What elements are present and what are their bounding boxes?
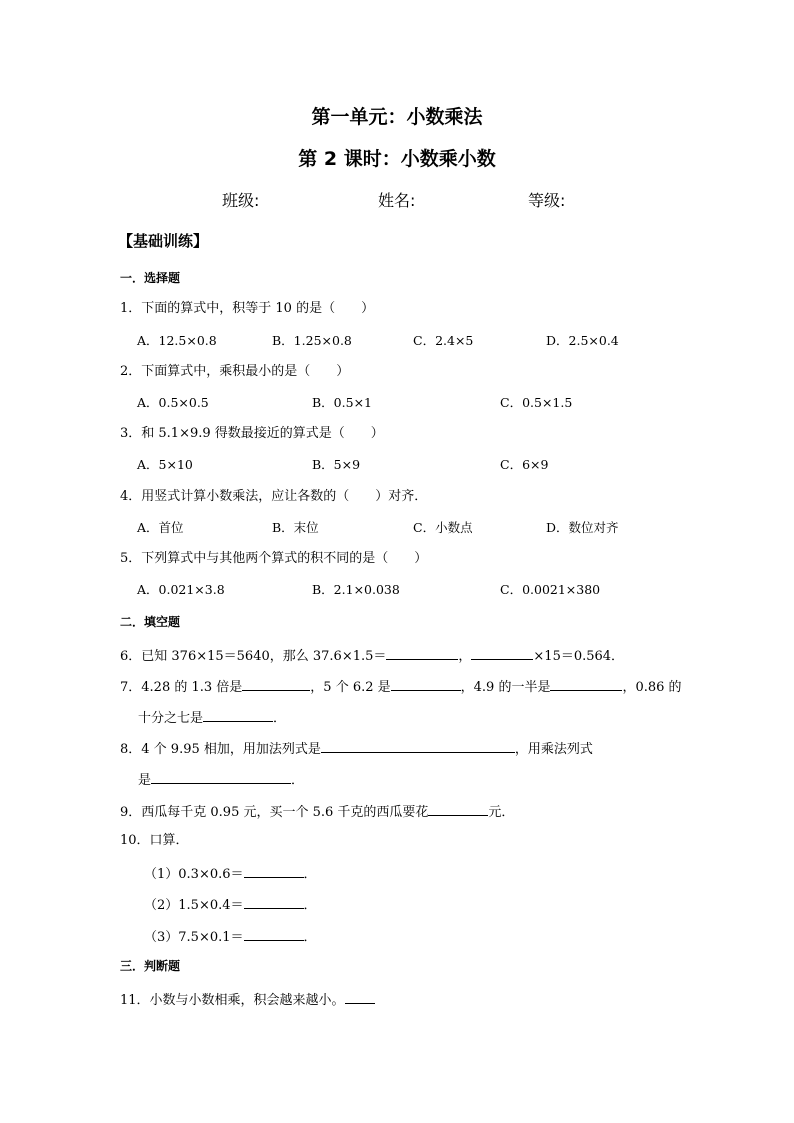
section-heading: 【基础训练】 bbox=[118, 232, 209, 250]
question-2-option-c: C．0.5×1.5 bbox=[500, 395, 573, 410]
answer-blank[interactable] bbox=[428, 803, 488, 816]
question-8-text-3: 是 bbox=[138, 773, 152, 788]
class-label: 班级: bbox=[222, 191, 260, 210]
question-5-option-a: A．0.021×3.8 bbox=[137, 582, 225, 597]
question-6-text-1: 6．已知 376×15＝5640，那么 37.6×1.5＝ bbox=[120, 649, 387, 664]
question-8-text-2: ，用乘法列式 bbox=[514, 742, 593, 757]
question-8-end: ． bbox=[291, 773, 305, 788]
question-3-stem: 3．和 5.1×9.9 得数最接近的算式是（ ） bbox=[120, 426, 384, 441]
question-10-stem: 10．口算． bbox=[120, 833, 189, 848]
question-10-end: ． bbox=[303, 867, 317, 882]
part-heading-choice: 一．选择题 bbox=[120, 271, 181, 285]
question-7-text-2: ，5 个 6.2 是 bbox=[310, 680, 391, 695]
answer-blank[interactable] bbox=[471, 647, 533, 660]
page-subtitle: 第 2 课时：小数乘小数 bbox=[298, 148, 496, 170]
question-10-item-3-text: （3）7.5×0.1＝ bbox=[144, 930, 244, 945]
grade-label: 等级: bbox=[528, 191, 566, 210]
question-7-end: ． bbox=[273, 711, 287, 726]
question-9 bbox=[120, 803, 514, 819]
question-1-stem: 1．下面的算式中，积等于 10 的是（ ） bbox=[120, 301, 375, 316]
page-title: 第一单元：小数乘法 bbox=[311, 106, 483, 128]
question-4-option-d: D．数位对齐 bbox=[546, 520, 619, 535]
answer-blank[interactable] bbox=[244, 928, 304, 941]
question-3-option-a: A．5×10 bbox=[137, 457, 193, 472]
question-5-option-c: C．0.0021×380 bbox=[500, 582, 601, 597]
question-4-option-a: A．首位 bbox=[137, 520, 184, 535]
name-label: 姓名: bbox=[378, 191, 416, 210]
answer-blank[interactable] bbox=[244, 896, 304, 909]
question-3-option-c: C．6×9 bbox=[500, 457, 549, 472]
question-6-text-3: ×15＝0.564． bbox=[533, 649, 625, 664]
question-4-option-c: C．小数点 bbox=[413, 520, 473, 535]
part-heading-judge: 三．判断题 bbox=[120, 959, 181, 973]
question-10-item-2 bbox=[144, 896, 317, 912]
answer-blank[interactable] bbox=[386, 647, 458, 660]
question-7-text-1: 7．4.28 的 1.3 倍是 bbox=[120, 680, 243, 695]
question-5-option-b: B．2.1×0.038 bbox=[312, 582, 400, 597]
question-7 bbox=[120, 678, 682, 694]
question-7-text-3: ，4.9 的一半是 bbox=[460, 680, 551, 695]
question-11 bbox=[120, 991, 375, 1007]
question-3-option-b: B．5×9 bbox=[312, 457, 361, 472]
question-9-text-2: 元． bbox=[488, 805, 515, 820]
question-9-text-1: 9．西瓜每千克 0.95 元，买一个 5.6 千克的西瓜要花 bbox=[120, 805, 429, 820]
answer-blank[interactable] bbox=[203, 709, 273, 722]
question-6 bbox=[120, 647, 624, 663]
question-2-option-b: B．0.5×1 bbox=[312, 395, 372, 410]
question-8-text-1: 8．4 个 9.95 相加，用加法列式是 bbox=[120, 742, 321, 757]
question-5-stem: 5．下列算式中与其他两个算式的积不同的是（ ） bbox=[120, 551, 428, 566]
question-1-option-a: A．12.5×0.8 bbox=[137, 333, 217, 348]
question-8 bbox=[120, 740, 593, 756]
question-2-option-a: A．0.5×0.5 bbox=[137, 395, 209, 410]
answer-blank[interactable] bbox=[244, 865, 304, 878]
part-heading-fill: 二．填空题 bbox=[120, 615, 181, 629]
question-10-item-2-text: （2）1.5×0.4＝ bbox=[144, 898, 244, 913]
answer-blank[interactable] bbox=[321, 740, 515, 753]
answer-blank[interactable] bbox=[391, 678, 461, 691]
answer-blank[interactable] bbox=[550, 678, 622, 691]
question-11-text: 11．小数与小数相乘，积会越来越小。 bbox=[120, 993, 345, 1008]
answer-blank[interactable] bbox=[345, 991, 375, 1004]
question-10-item-1-text: （1）0.3×0.6＝ bbox=[144, 867, 244, 882]
question-4-option-b: B．末位 bbox=[272, 520, 319, 535]
question-1-option-d: D．2.5×0.4 bbox=[546, 333, 619, 348]
question-10-end: ． bbox=[303, 898, 317, 913]
question-1-option-b: B．1.25×0.8 bbox=[272, 333, 352, 348]
question-2-stem: 2．下面算式中，乘积最小的是（ ） bbox=[120, 364, 350, 379]
question-10-end: ． bbox=[303, 930, 317, 945]
question-10-item-3 bbox=[144, 928, 317, 944]
question-7-text-4: ，0.86 的 bbox=[622, 680, 682, 695]
question-7-text-5: 十分之七是 bbox=[138, 711, 204, 726]
question-8-line-2 bbox=[138, 771, 304, 787]
question-1-option-c: C．2.4×5 bbox=[413, 333, 474, 348]
question-10-item-1 bbox=[144, 865, 317, 881]
question-6-text-2: ， bbox=[458, 649, 472, 664]
answer-blank[interactable] bbox=[151, 771, 291, 784]
question-7-line-2 bbox=[138, 709, 286, 725]
answer-blank[interactable] bbox=[242, 678, 310, 691]
question-4-stem: 4．用竖式计算小数乘法，应让各数的（ ）对齐． bbox=[120, 489, 428, 504]
